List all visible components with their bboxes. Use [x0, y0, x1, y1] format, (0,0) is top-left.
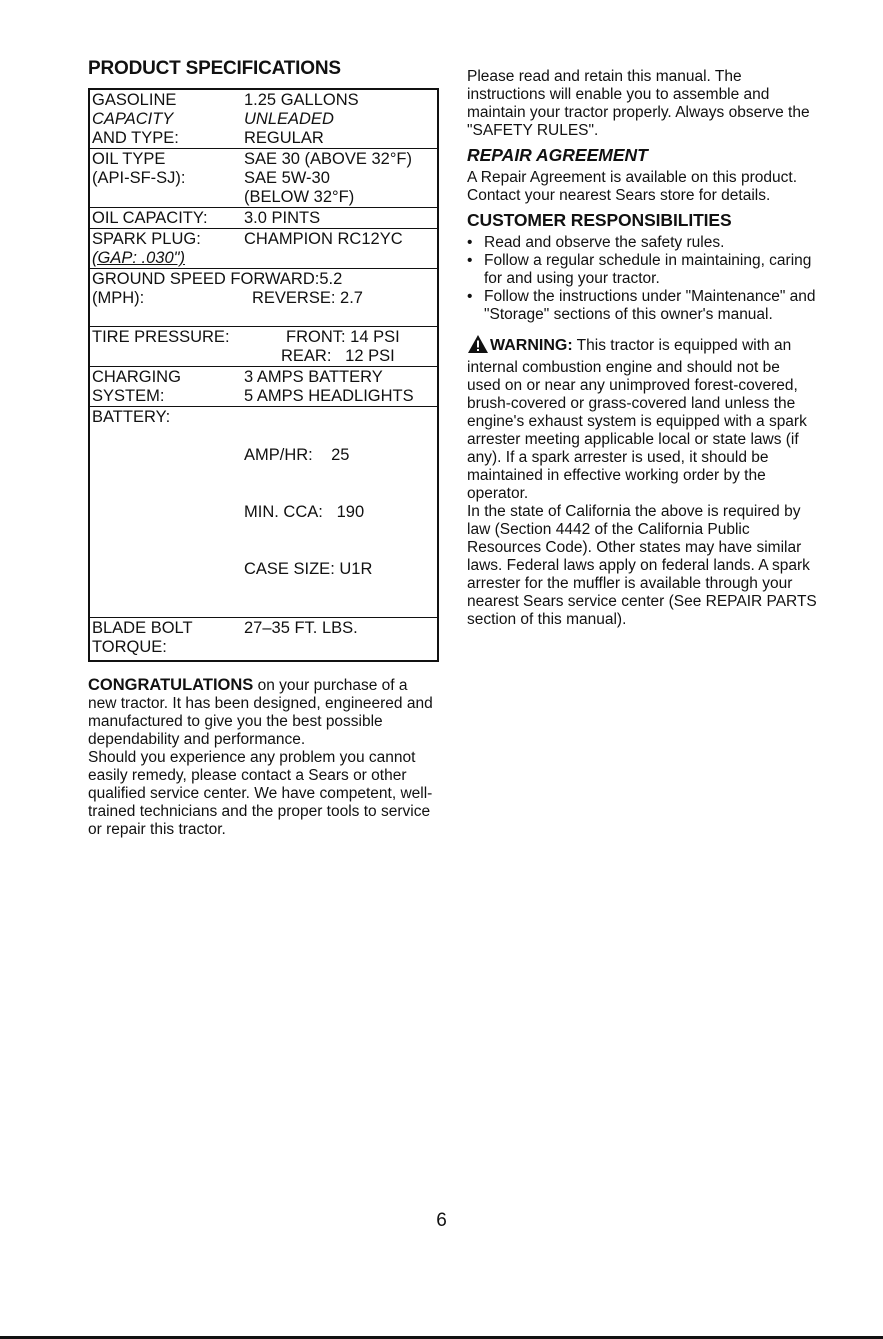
specifications-table [88, 88, 439, 662]
spec-label: AND TYPE: [92, 129, 179, 147]
spec-value: 3.0 PINTS [244, 208, 438, 229]
congratulations-paragraph [88, 676, 440, 749]
spec-row-oil-capacity [89, 208, 438, 229]
spec-value: SAE 5W-30 [244, 169, 330, 187]
repair-agreement-text: A Repair Agreement is available on this product. Contact your nearest Sears store for details. [467, 169, 797, 204]
spec-value: 1.25 GALLONS [244, 91, 359, 109]
service-paragraph: Should you experience any problem you cannot easily remedy, please contact a Sears or other qualified service center. We have competent, well-trained technicians and the proper tools to service or repair this tractor. [88, 749, 433, 838]
spec-value: FRONT: 14 PSI [286, 328, 400, 346]
spec-label: (GAP: .030") [92, 249, 185, 267]
spec-value: SAE 30 (ABOVE 32°F) [244, 150, 412, 168]
left-column [88, 58, 440, 839]
list-item: • Follow a regular schedule in maintaining, caring for and using your tractor. [467, 252, 817, 288]
spec-row-battery [89, 407, 438, 618]
spec-value: 27–35 FT. LBS. [244, 619, 358, 637]
spec-value: 5 AMPS HEADLIGHTS [244, 387, 414, 405]
spec-label: SPARK PLUG: [92, 230, 201, 248]
spec-row-tire-pressure [89, 327, 438, 367]
list-item: • Read and observe the safety rules. [467, 234, 817, 252]
spec-label: CHARGING [92, 368, 181, 386]
list-item: • Follow the instructions under "Maintenance" and "Storage" sections of this owner's manual. [467, 288, 817, 324]
warning-paragraph [467, 334, 817, 503]
spec-value: CHAMPION RC12YC [244, 229, 438, 269]
page-number: 6 [436, 1210, 447, 1231]
spec-label: TORQUE: [92, 638, 167, 656]
spec-value: 3 AMPS BATTERY [244, 368, 383, 386]
spec-label: BATTERY: [89, 407, 244, 618]
repair-agreement-heading: REPAIR AGREEMENT [467, 145, 648, 165]
spec-label: GROUND SPEED FORWARD:5.2 [92, 270, 343, 288]
spec-label: (API-SF-SJ): [92, 169, 186, 187]
spec-value: CASE SIZE: U1R [244, 560, 373, 578]
spec-row-blade-bolt [89, 618, 438, 662]
customer-responsibilities-heading: CUSTOMER RESPONSIBILITIES [467, 210, 732, 230]
spec-value: UNLEADED [244, 110, 334, 128]
warning-triangle-icon [467, 334, 489, 359]
spec-label: BLADE BOLT [92, 619, 193, 637]
spec-label: TIRE PRESSURE: [92, 328, 230, 346]
spec-label: GASOLINE [92, 91, 177, 109]
spec-value: REGULAR [244, 129, 324, 147]
right-column [467, 68, 817, 629]
california-paragraph: In the state of California the above is required by law (Section 4442 of the California Public Resources Code). Other states may have similar laws. Federal laws apply on federal lands. A spark arrester for the muffler is available through your nearest Sears service center (See REPAIR PARTS section of this manual). [467, 503, 817, 628]
congratulations-lead: CONGRATULATIONS [88, 676, 254, 694]
responsibilities-list [467, 234, 817, 324]
warning-text: This tractor is equipped with an internal combustion engine and should not be used on or near any unimproved forest-covered, brush-covered or grass-covered land unless the engine's exhaust system is equipped with a spark arrester meeting applicable local or state laws (if any). If a spark arrester is used, it should be maintained in effective working order by the operator. [467, 337, 807, 502]
spec-value: REAR: 12 PSI [281, 347, 395, 365]
spec-label: (MPH): [92, 289, 145, 307]
spec-row-oil-type [89, 149, 438, 208]
spec-row-gasoline [89, 89, 438, 149]
warning-label: WARNING: [490, 337, 573, 354]
intro-paragraph: Please read and retain this manual. The instructions will enable you to assemble and maintain your tractor properly. Always observe the "SAFETY RULES". [467, 68, 810, 139]
spec-label: OIL CAPACITY: [89, 208, 244, 229]
spec-row-spark-plug [89, 229, 438, 269]
specifications-title: PRODUCT SPECIFICATIONS [88, 58, 341, 79]
spec-label: OIL TYPE [92, 150, 166, 168]
spec-label: CAPACITY [92, 110, 174, 128]
spec-value: MIN. CCA: 190 [244, 503, 365, 521]
spec-label: SYSTEM: [92, 387, 165, 405]
spec-row-ground-speed [89, 269, 438, 327]
congratulations-text: on your purchase of a new tractor. It has been designed, engineered and manufactured to give you the best possible dependability and performance. [88, 677, 433, 748]
spec-value: (BELOW 32°F) [244, 188, 355, 206]
spec-value: AMP/HR: 25 [244, 446, 350, 464]
spec-row-charging [89, 367, 438, 407]
spec-value: REVERSE: 2.7 [252, 289, 363, 307]
